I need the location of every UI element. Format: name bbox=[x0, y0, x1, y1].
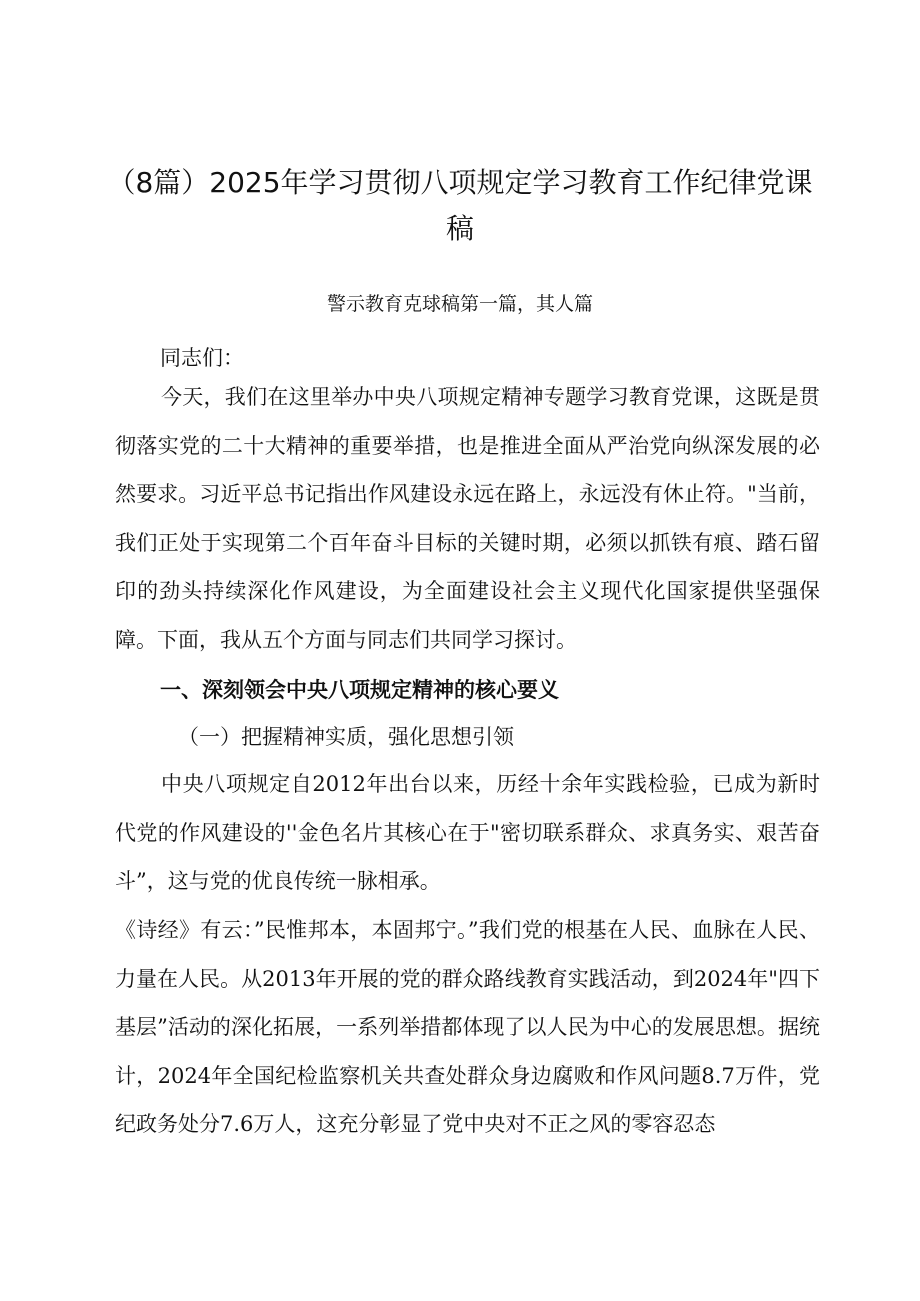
paragraph-people-centered: 《诗经》有云：”民惟邦本，本固邦宁。”我们党的根基在人民、血脉在人民、力量在人民。从2013年开展的党的群众路线教育实践活动，到2024年"四下基层”活动的深化拓展，一系列举措都体现了以人民为中心的发展思想。据统计，2024年全国纪检监察机关共查处群众身边腐败和作风问题8.7万件，党纪政务处分7.6万人，这充分彰显了党中央对不正之风的零容忍态 bbox=[115, 918, 820, 1136]
document-title: （8篇）2025年学习贯彻八项规定学习教育工作纪律党课稿 bbox=[107, 166, 813, 245]
paragraph-eight-rules: 中央八项规定自2012年出台以来，历经十余年实践检验，已成为新时代党的作风建设的''金色名片其核心在于"密切联系群众、求真务实、艰苦奋斗”，这与党的优良传统一脉相承。 bbox=[115, 772, 820, 893]
document-subtitle: 警示教育克球稿第一篇，其人篇 bbox=[326, 293, 593, 315]
section-heading: 一、深刻领会中央八项规定精神的核心要义 bbox=[160, 677, 559, 702]
subsection-heading: （一）把握精神实质，强化思想引领 bbox=[178, 725, 514, 749]
greeting: 同志们： bbox=[160, 346, 244, 370]
paragraph-intro: 今天，我们在这里举办中央八项规定精神专题学习教育党课，这既是贯彻落实党的二十大精神的重要举措，也是推进全面从严治党向纵深发展的必然要求。习近平总书记指出作风建设永远在路上，永远没有休止符。"当前，我们正处于实现第二个百年奋斗目标的关键时期，必须以抓铁有痕、踏石留印的劲头持续深化作风建设，为全面建设社会主义现代化国家提供坚强保障。下面，我从五个方面与同志们共同学习探讨。 bbox=[115, 385, 820, 652]
